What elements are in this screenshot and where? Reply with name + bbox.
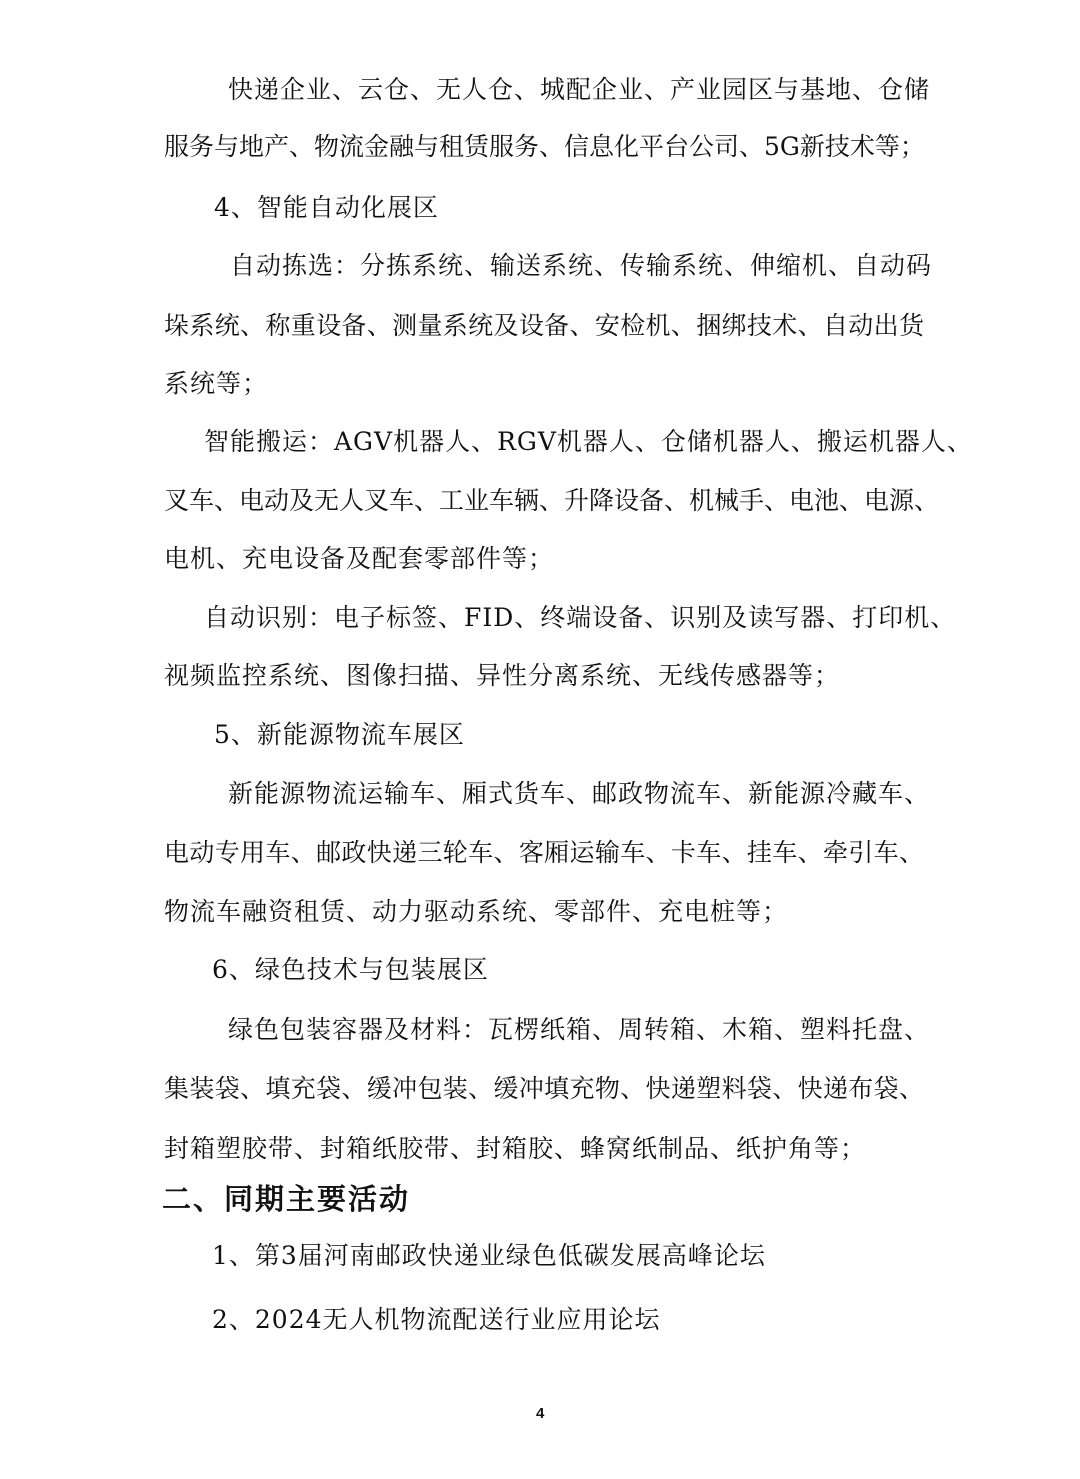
- logistics-services-line-2: 服务与地产、物流金融与租赁服务、信息化平台公司、5G新技术等；: [164, 132, 925, 161]
- logistics-services-line-1: 快递企业、云仓、无人仓、城配企业、产业园区与基地、仓储: [228, 75, 931, 104]
- zone6-line-2: 集装袋、填充袋、缓冲包装、缓冲填充物、快递塑料袋、快递布袋、: [164, 1074, 924, 1103]
- zone5-title: 5、新能源物流车展区: [214, 720, 465, 749]
- auto-sorting-line-1: 自动拣选：分拣系统、输送系统、传输系统、伸缩机、自动码: [230, 251, 933, 280]
- smart-handling-line-1: 智能搬运：AGV机器人、RGV机器人、仓储机器人、搬运机器人、: [204, 427, 973, 456]
- smart-handling-line-3: 电机、充电设备及配套零部件等；: [164, 544, 555, 573]
- zone5-line-1: 新能源物流运输车、厢式货车、邮政物流车、新能源冷藏车、: [228, 779, 931, 808]
- auto-sorting-line-2: 垛系统、称重设备、测量系统及设备、安检机、捆绑技术、自动出货: [164, 311, 924, 340]
- auto-identification-line-1: 自动识别：电子标签、FID、终端设备、识别及读写器、打印机、: [204, 603, 957, 632]
- zone5-line-2: 电动专用车、邮政快递三轮车、客厢运输车、卡车、挂车、牵引车、: [164, 838, 924, 867]
- auto-sorting-line-3: 系统等；: [164, 369, 269, 398]
- zone6-line-1: 绿色包装容器及材料：瓦楞纸箱、周转箱、木箱、塑料托盘、: [228, 1015, 931, 1044]
- activity-item-2: 2、2024无人机物流配送行业应用论坛: [212, 1305, 661, 1334]
- auto-identification-line-2: 视频监控系统、图像扫描、异性分离系统、无线传感器等；: [164, 661, 841, 690]
- zone4-title: 4、智能自动化展区: [214, 193, 439, 222]
- zone5-line-3: 物流车融资租赁、动力驱动系统、零部件、充电桩等；: [164, 897, 789, 926]
- zone6-title: 6、绿色技术与包装展区: [212, 955, 489, 984]
- smart-handling-line-2: 叉车、电动及无人叉车、工业车辆、升降设备、机械手、电池、电源、: [164, 486, 940, 515]
- zone6-line-3: 封箱塑胶带、封箱纸胶带、封箱胶、蜂窝纸制品、纸护角等；: [164, 1134, 867, 1163]
- activities-heading: 二、同期主要活动: [162, 1182, 411, 1216]
- page-number: 4: [536, 1405, 545, 1422]
- activity-item-1: 1、第3届河南邮政快递业绿色低碳发展高峰论坛: [212, 1241, 766, 1270]
